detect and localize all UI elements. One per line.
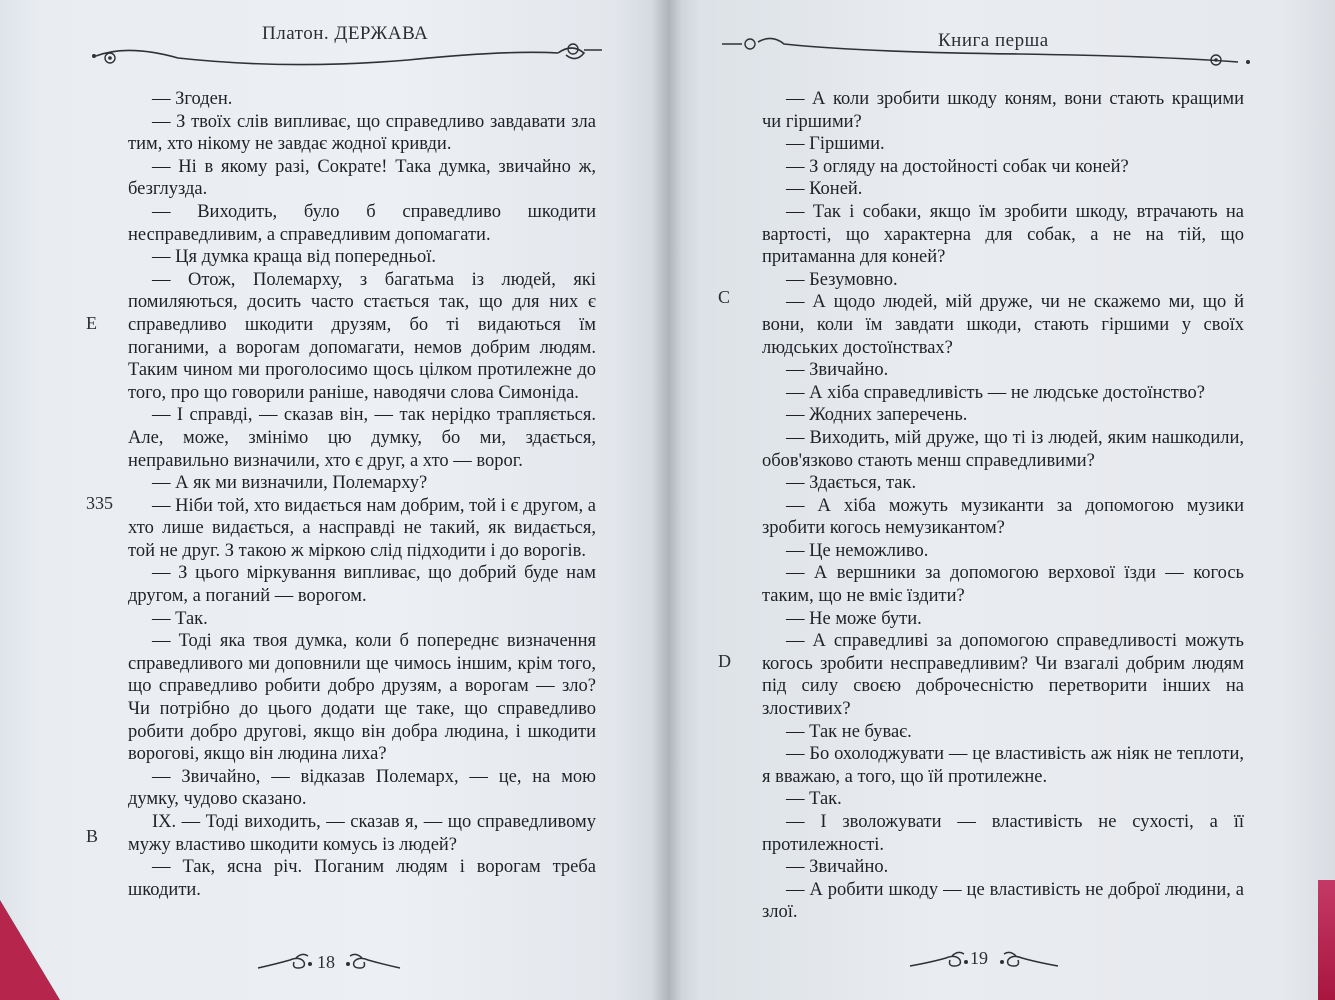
page-number-left: 18 xyxy=(317,952,335,972)
paragraph: — З твоїх слів випливає, що справедливо завдавати зла тим, хто нікому не завдає жодної кривди. xyxy=(128,111,596,155)
paragraph: — Отож, Полемарху, з багатьма із людей, які помиляються, досить часто стається так, що для них є справедливо шкодити друзям, бо ті видаються їм поганими, а ворогам допомагати, немов добрим людям. Таким чином ми проголосимо щось цілком протилежне до того, про що говорили раніше, наводячи слова Симоніда. xyxy=(128,269,596,403)
paragraph: — Не може бути. xyxy=(786,608,922,629)
paragraph: — А хіба справедливість — не людське достоїнство? xyxy=(786,382,1205,403)
right-footer-ornament-left xyxy=(908,946,972,970)
left-running-header: Платон. ДЕРЖАВА xyxy=(262,23,429,44)
paragraph: — Безумовно. xyxy=(786,269,898,290)
paragraph: — І зволожувати — властивість не сухості, а її протилежності. xyxy=(762,812,1244,855)
paragraph: — Гіршими. xyxy=(786,134,885,155)
margin-letter-d: D xyxy=(718,651,731,671)
margin-letter-b: B xyxy=(86,826,99,846)
right-body-text xyxy=(762,88,1244,924)
paragraph: — А справедливі за допомогою справедливості можуть когось зробити несправедливим? Чи взагалі добрим людям під силу своєю доброчесністю перетворити інших на злостивих? xyxy=(762,631,1244,720)
paragraph: — З цього міркування випливає, що добрий буде нам другом, а поганий — ворогом. xyxy=(128,563,596,607)
paragraph: — А хіба можуть музиканти за допомогою музики зробити когось немузикантом? xyxy=(762,495,1244,539)
paragraph: — Це неможливо. xyxy=(786,540,929,561)
paragraph: — Так. xyxy=(152,608,208,629)
right-page xyxy=(668,0,1335,1000)
paragraph: — Згоден. xyxy=(152,89,233,109)
paragraph: — Ця думка краща від попередньої. xyxy=(152,247,436,268)
right-running-header: Книга перша xyxy=(938,30,1049,51)
paragraph: — Жодних заперечень. xyxy=(786,405,968,426)
left-footer-ornament-left xyxy=(256,950,316,974)
left-footer-ornament-right xyxy=(342,950,402,974)
book-spine-shadow xyxy=(652,0,682,1000)
paragraph: — А робити шкоду — це властивість не доброї людини, а злої. xyxy=(762,879,1244,923)
paragraph: — Так не буває. xyxy=(786,721,912,742)
book-cover-edge-right xyxy=(1318,880,1335,1000)
book-cover-edge xyxy=(0,900,60,1000)
paragraph: — Виходить, було б справедливо шкодити несправедливим, а справедливим допомагати. xyxy=(128,201,596,245)
margin-number-335: 335 xyxy=(86,493,113,513)
right-footer-ornament-right xyxy=(996,946,1060,970)
paragraph: — Ніби той, хто видається нам добрим, той і є другом, а хто лише видається, а насправді не такий, як видається, той не друг. З такою ж міркою слід підходити і до ворогів. xyxy=(128,495,596,561)
paragraph: — Здається, так. xyxy=(786,473,917,494)
paragraph: — Бо охолоджувати — це властивість аж ніяк не теплоти, я вважаю, а того, що їй протилежне. xyxy=(762,744,1244,787)
paragraph: — А вершники за допомогою верхової їзди — когось таким, що не вміє їздити? xyxy=(762,563,1244,607)
paragraph: — Виходить, мій друже, що ті із людей, яким нашкодили, обов'язково стають менш справедливими? xyxy=(762,427,1244,471)
paragraph: — Так, ясна річ. Поганим людям і ворогам треба шкодити. xyxy=(128,857,596,900)
paragraph: — Так і собаки, якщо їм зробити шкоду, втрачають на вартості, що характерна для собак, а не на тій, що притаманна для коней? xyxy=(762,201,1244,268)
paragraph: — І справді, — сказав він, — так нерідко трапляється. Але, може, змінімо цю думку, бо ми, здається, неправильно визначили, хто є друг, а хто — ворог. xyxy=(128,405,596,471)
margin-letter-e: E xyxy=(86,313,97,333)
paragraph: — З огляду на достойності собак чи коней? xyxy=(786,156,1129,177)
paragraph: — Звичайно, — відказав Полемарх, — це, на мою думку, чудово сказано. xyxy=(128,766,596,810)
page-number-right: 19 xyxy=(970,948,988,968)
paragraph: — Звичайно. xyxy=(786,360,889,381)
paragraph: — А як ми визначили, Полемарху? xyxy=(152,473,428,494)
left-body-text xyxy=(128,88,596,901)
left-header-ornament xyxy=(88,36,608,66)
margin-letter-c: C xyxy=(718,287,731,307)
paragraph: — Так. xyxy=(786,789,842,810)
paragraph: IX. — Тоді виходить, — сказав я, — що справедливому мужу властиво шкодити комусь із людей? xyxy=(128,812,596,855)
paragraph: — А щодо людей, мій друже, чи не скажемо ми, що й вони, коли їм завдати шкоди, стають гіршими у своїх людських достоїнствах? xyxy=(762,292,1244,358)
paragraph: — Коней. xyxy=(786,179,863,200)
paragraph: — Ні в якому разі, Сократе! Така думка, звичайно ж, безглузда. xyxy=(128,156,596,200)
paragraph: — Тоді яка твоя думка, коли б попереднє визначення справедливого ми доповнили ще чимось іншим, крім того, що справедливо робити добро друзям, а ворогам — зло? Чи потрібно до цього додати ще таке, що справедливо робити добро другові, якщо він добра людина, і шкодити ворогові, якщо він людина лиха? xyxy=(128,631,596,765)
paragraph: — А коли зробити шкоду коням, вони стають кращими чи гіршими? xyxy=(762,89,1244,132)
paragraph: — Звичайно. xyxy=(786,857,889,878)
